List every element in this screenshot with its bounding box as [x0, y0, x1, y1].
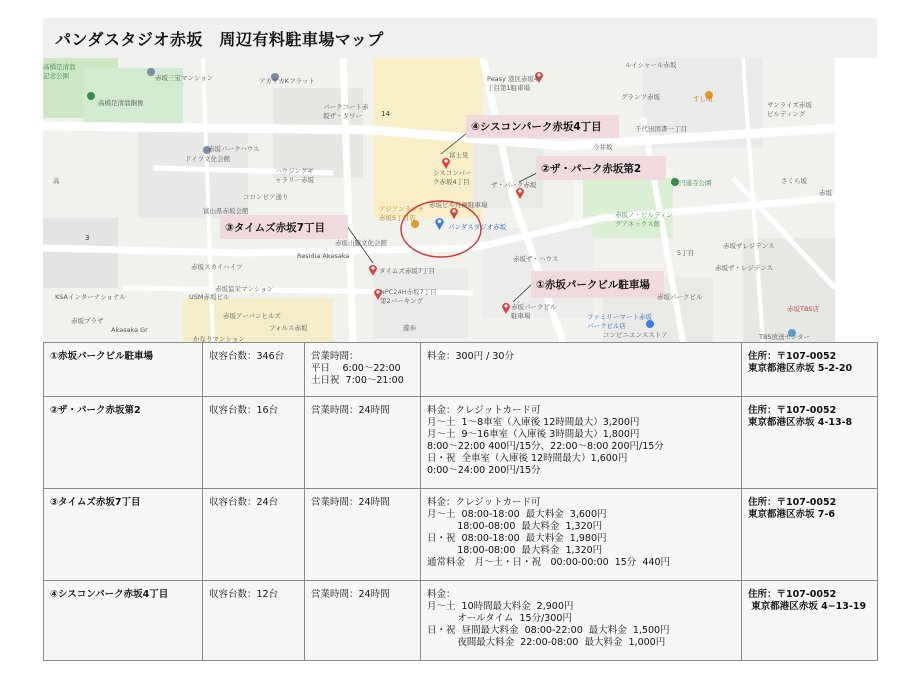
fee-line: 料金：300円 / 30分 — [427, 351, 514, 362]
fee-line: 料金： — [427, 589, 456, 600]
fee-line: 料金：クレジットカード可 — [427, 497, 541, 508]
map-label: コロンビア通り — [243, 193, 289, 201]
lot-hours — [305, 343, 421, 397]
map-label: 高橋是清翁銅像 — [98, 99, 144, 107]
address-line: 東京都港区赤坂 5-2-20 — [748, 363, 853, 374]
hours-line: 土日祝 7:00〜21:00 — [311, 375, 404, 386]
address-line: 住所：〒107-0052 — [748, 405, 837, 416]
map-label: 千代田図書一丁目 — [635, 125, 687, 133]
lot-capacity: 収容台数：16台 — [203, 397, 305, 489]
fee-line: 月〜土 9〜16車室（入庫後 3時間最大）1,800円 — [427, 429, 640, 440]
lot-fee — [421, 489, 742, 581]
map-label: ファミリーマート赤坂パークビル店 — [587, 313, 652, 330]
map-label: 今井坂 — [593, 143, 613, 151]
fee-line: 日・祝 昼間最大料金 08:00-22:00 最大料金 1,500円 — [427, 625, 670, 636]
map-label: 赤坂TBS店 — [787, 305, 819, 313]
fee-line: 通常料金 月〜土・日・祝 00:00-00:00 15分 440円 — [427, 557, 670, 568]
hours-line: 平日 6:00〜22:00 — [311, 363, 401, 374]
fee-line: 月〜土 08:00-18:00 最大料金 3,600円 — [427, 509, 607, 520]
map-label: 赤坂スカイハイツ — [191, 263, 243, 271]
map-label: ザ・パーク赤坂 — [491, 181, 537, 189]
map-label: 円通寺公園 — [679, 179, 712, 187]
map-label: 赤坂協栄マンション — [215, 285, 274, 293]
map-label: 赤坂パークハウス — [208, 145, 260, 153]
table-row — [44, 397, 878, 489]
map-label: グランツ赤坂 — [621, 93, 660, 101]
map-label: 赤坂ザレジデンス — [723, 242, 775, 250]
lot-address — [742, 397, 878, 489]
map-label: かなりマンション — [193, 335, 245, 342]
poi-dot-icon — [147, 68, 155, 76]
address-line: 住所：〒107-0052 — [748, 589, 837, 600]
map-label: 赤坂山脇文化会館 — [335, 239, 387, 247]
address-line: 住所：〒107-0052 — [748, 351, 837, 362]
lot-name: ②ザ・パーク赤坂第2 — [44, 397, 203, 489]
callout-text: ④シスコンパーク赤坂4丁目 — [471, 121, 602, 133]
area-map[interactable] — [43, 58, 835, 342]
lot-hours — [305, 581, 421, 661]
lot-capacity: 収容台数：346台 — [203, 343, 305, 397]
map-label: すし晴 — [693, 95, 713, 103]
table-row — [44, 343, 878, 397]
address-line: 東京都港区赤坂 4−13-19 — [748, 601, 867, 612]
map-label: ルイシャール赤坂 — [625, 61, 677, 69]
map-label: 赤坂アーバンヒルズ — [223, 312, 281, 320]
map-label: 高 — [53, 177, 60, 185]
poi-dot-icon — [671, 178, 679, 186]
lot-capacity: 収容台数：12台 — [203, 581, 305, 661]
lot-fee — [421, 343, 742, 397]
map-label: 赤坂ビル月極駐車場 — [429, 201, 488, 209]
studio-location-pin-icon[interactable] — [434, 216, 445, 230]
address-line: 東京都港区赤坂 4-13-8 — [748, 417, 853, 428]
map-label: ハウジングギャラリー赤坂 — [275, 167, 314, 184]
lot-address — [742, 489, 878, 581]
page-title — [43, 18, 877, 58]
map-label: 高橋是清翁記念公園 — [43, 63, 76, 80]
callout-text: ③タイムズ赤坂7丁目 — [225, 221, 325, 234]
callout-the-park — [536, 156, 666, 180]
fee-line: 18:00-08:00 最大料金 1,320円 — [427, 521, 603, 532]
map-label: 遊歩 — [403, 324, 416, 332]
lot-name: ①赤坂パークビル駐車場 — [44, 343, 203, 397]
parking-pin-icon[interactable] — [501, 301, 511, 314]
table-row — [44, 581, 878, 661]
map-label: KSAインターナショナル — [55, 293, 126, 301]
map-label: Akasaka Gr — [111, 326, 148, 334]
map-label: 5丁目 — [677, 249, 695, 257]
hours-line: 営業時間： — [311, 351, 359, 362]
fee-line: 日・祝 08:00-18:00 最大料金 1,980円 — [427, 533, 607, 544]
map-label: タイムズ赤坂7丁目 — [379, 267, 436, 275]
map-label: 赤坂三宝マンション — [155, 74, 214, 82]
map-label: 赤坂ザ・レジデンス — [715, 264, 774, 272]
lot-fee — [421, 397, 742, 489]
map-label: 3 — [85, 234, 90, 242]
parking-pin-icon[interactable] — [368, 263, 378, 276]
fee-line: 0:00〜24:00 200円/15分 — [427, 465, 541, 476]
map-label: 赤坂ザ・ハウス — [513, 255, 559, 263]
lot-fee — [421, 581, 742, 661]
callout-akasaka-park-bldg — [531, 271, 664, 298]
address-line: 東京都港区赤坂 7-6 — [748, 509, 835, 520]
lot-address — [742, 343, 878, 397]
map-label: コンビニエンスストア — [603, 331, 668, 339]
hours-line: 営業時間：24時間 — [311, 589, 390, 600]
callout-times — [220, 215, 348, 239]
fee-line: 夜間最大料金 22:00-08:00 最大料金 1,000円 — [427, 637, 666, 648]
map-label: 赤坂ノ・ビルディングアネックス館 — [615, 211, 673, 228]
map-label: 14 — [381, 110, 390, 118]
map-label: Residia Akasaka — [297, 252, 350, 260]
lot-hours — [305, 397, 421, 489]
map-label: シスコンパーク赤坂4丁目 — [433, 169, 472, 186]
map-label: ドイツ文化会館 — [185, 155, 231, 163]
poi-dot-icon — [87, 92, 95, 100]
map-label: サンライズ赤坂ビルディング — [767, 101, 812, 118]
hours-line: 営業時間：24時間 — [311, 497, 390, 508]
hours-line: 営業時間：24時間 — [311, 405, 390, 416]
lot-name: ③タイムズ赤坂7丁目 — [44, 489, 203, 581]
map-label: NPC24H赤坂7丁目第2パーキング — [380, 288, 437, 305]
map-label: フォルス赤坂 — [269, 324, 308, 332]
map-label: アカサカKフラット — [259, 77, 315, 85]
address-line: 住所：〒107-0052 — [748, 497, 837, 508]
fee-line: 日・祝 全車室（入庫後 12時間最大）1,600円 — [427, 453, 628, 464]
map-label: さくら坂 — [781, 177, 807, 185]
map-label: 富山県赤坂会館 — [203, 207, 249, 215]
map-label: 赤坂プラザ — [71, 317, 104, 325]
map-label: 赤坂パークビル — [657, 293, 703, 301]
table-row — [44, 489, 878, 581]
fee-line: 月〜土 1〜8車室（入庫後 12時間最大）3,200円 — [427, 417, 640, 428]
map-label: 赤坂パークビル駐車場 — [511, 303, 557, 320]
fee-line: 8:00〜22:00 400円/15分、22:00〜8:00 200円/15分 — [427, 441, 664, 452]
lot-address — [742, 581, 878, 661]
lot-name: ④シスコンパーク赤坂4丁目 — [44, 581, 203, 661]
map-label: アジアンランチ赤坂5丁目店 — [379, 205, 424, 222]
map-label: 赤坂 — [819, 189, 832, 197]
fee-line: オールタイム 15分/300円 — [427, 613, 572, 624]
page-title-text: パンダスタジオ赤坂 周辺有料駐車場マップ — [55, 29, 384, 49]
parking-info-table — [43, 342, 878, 661]
map-label: パークコート赤坂ザ・タワー — [323, 103, 369, 120]
fee-line: 月〜土 10時間最大料金 2,900円 — [427, 601, 574, 612]
callout-siscon-park — [466, 115, 619, 138]
map-label: パンダスタジオ赤坂 — [448, 223, 507, 231]
lot-capacity: 収容台数：24台 — [203, 489, 305, 581]
fee-line: 18:00-08:00 最大料金 1,320円 — [427, 545, 603, 556]
map-label: USM赤坂ビル — [189, 293, 230, 301]
map-label: TBS放送センター — [759, 333, 811, 341]
map-label: Peasy 港区赤坂4丁目第1駐車場 — [487, 75, 539, 92]
fee-line: 料金：クレジットカード可 — [427, 405, 541, 416]
map-label: 富士見 — [449, 151, 469, 159]
callout-text: ②ザ・パーク赤坂第2 — [541, 162, 642, 175]
lot-hours — [305, 489, 421, 581]
callout-text: ①赤坂パークビル駐車場 — [536, 279, 650, 291]
